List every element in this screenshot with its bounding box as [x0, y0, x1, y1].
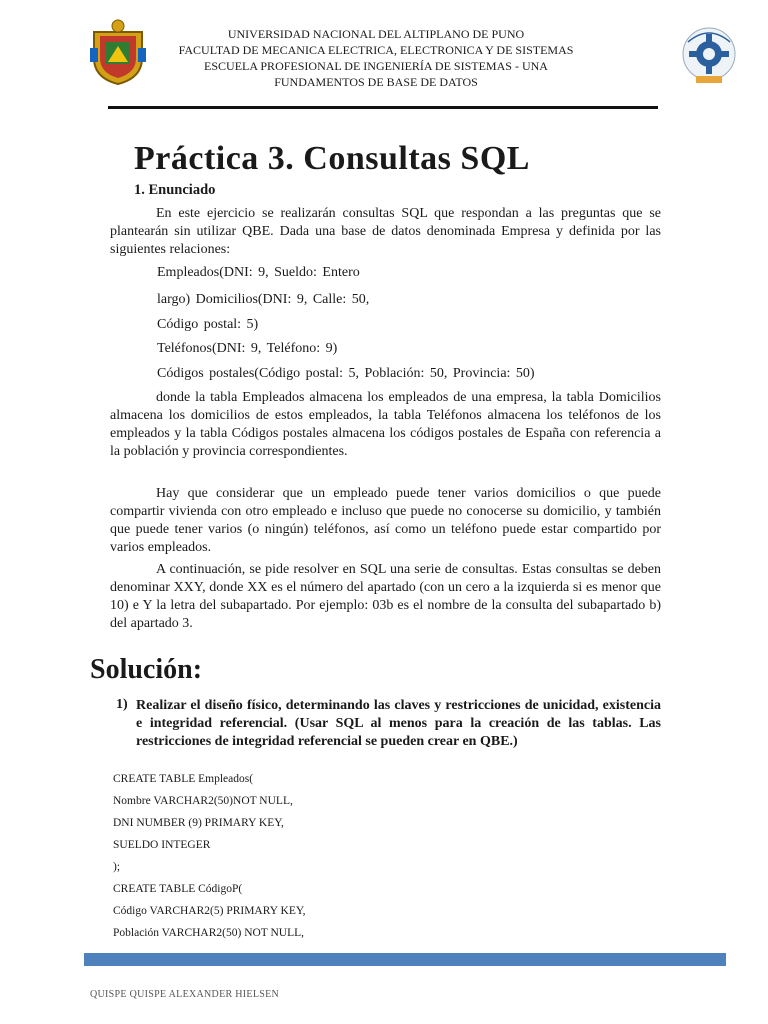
school-name: ESCUELA PROFESIONAL DE INGENIERÍA DE SISTEMAS - UNA: [204, 59, 548, 73]
code-line: Nombre VARCHAR2(50)NOT NULL,: [113, 795, 293, 807]
page-title: Práctica 3. Consultas SQL: [134, 140, 530, 177]
code-line: CREATE TABLE Empleados(: [113, 773, 254, 785]
paragraph-considerations: Hay que considerar que un empleado puede tener varios domicilios o que puede compartir vivienda con otro empleado e incluso que puede no conocerse su domicilio, y también que puede tener varios (o ningún) teléfonos, así como un teléfono puede estar compartido por varios empleados.: [110, 486, 661, 555]
relation-domicilios: largo) Domicilios(DNI: 9, Calle: 50,: [157, 292, 370, 307]
code-line: );: [113, 861, 121, 873]
systems-engineering-logo: [676, 24, 742, 88]
course-name: FUNDAMENTOS DE BASE DE DATOS: [274, 75, 478, 89]
code-line: SUELDO INTEGER: [113, 839, 211, 851]
intro-paragraph: En este ejercicio se realizarán consultas SQL que respondan a las preguntas que se plantearán sin utilizar QBE. Dada una base de datos denominada Empresa y definida por las siguientes relaciones:: [110, 206, 661, 257]
header-divider: [108, 106, 658, 109]
footer-author: QUISPE QUISPE ALEXANDER HIELSEN: [90, 989, 280, 1000]
code-line: CREATE TABLE CódigoP(: [113, 883, 243, 895]
code-line: DNI NUMBER (9) PRIMARY KEY,: [113, 817, 284, 829]
relation-telefonos: Teléfonos(DNI: 9, Teléfono: 9): [157, 341, 338, 356]
code-line: Población VARCHAR2(50) NOT NULL,: [113, 927, 305, 939]
university-name: UNIVERSIDAD NACIONAL DEL ALTIPLANO DE PUNO: [227, 27, 525, 41]
relation-empleados: Empleados(DNI: 9, Sueldo: Entero: [157, 265, 360, 280]
relation-codigos-postales: Códigos postales(Código postal: 5, Población: 50, Provincia: 50): [157, 366, 535, 381]
institution-header: [150, 26, 602, 90]
footer-bar: [84, 953, 726, 966]
faculty-name: FACULTAD DE MECANICA ELECTRICA, ELECTRONICA Y DE SISTEMAS: [178, 43, 574, 57]
paragraph-tables-description: donde la tabla Empleados almacena los empleados de una empresa, la tabla Domicilios almacena los domicilios de estos empleados, la tabla Teléfonos almacena los teléfonos de los empleados y la tabla Códigos postales almacena los códigos postales de España con referencia a la población y provincia correspondientes.: [110, 390, 661, 459]
university-crest-logo: [86, 18, 150, 86]
section-heading-enunciado: 1. Enunciado: [134, 182, 216, 198]
question-number: 1): [116, 697, 128, 712]
question-text: Realizar el diseño físico, determinando las claves y restricciones de unicidad, existencia e integridad referencial. (Usar SQL al menos para la creación de las tablas. Las restricciones de integridad referencial se pueden crear en QBE.): [136, 698, 661, 749]
code-line: Código VARCHAR2(5) PRIMARY KEY,: [113, 905, 306, 917]
paragraph-naming-rules: A continuación, se pide resolver en SQL una serie de consultas. Estas consultas se deben denominar XXY, donde XX es el número del apartado (con un cero a la izquierda si es menor que 10) e Y la letra del subapartado. Por ejemplo: 03b es el nombre de la consulta del subapartado b) del apartado 3.: [110, 562, 661, 631]
relation-domicilios-cont: Código postal: 5): [157, 317, 259, 332]
solution-heading: Solución:: [90, 654, 203, 685]
